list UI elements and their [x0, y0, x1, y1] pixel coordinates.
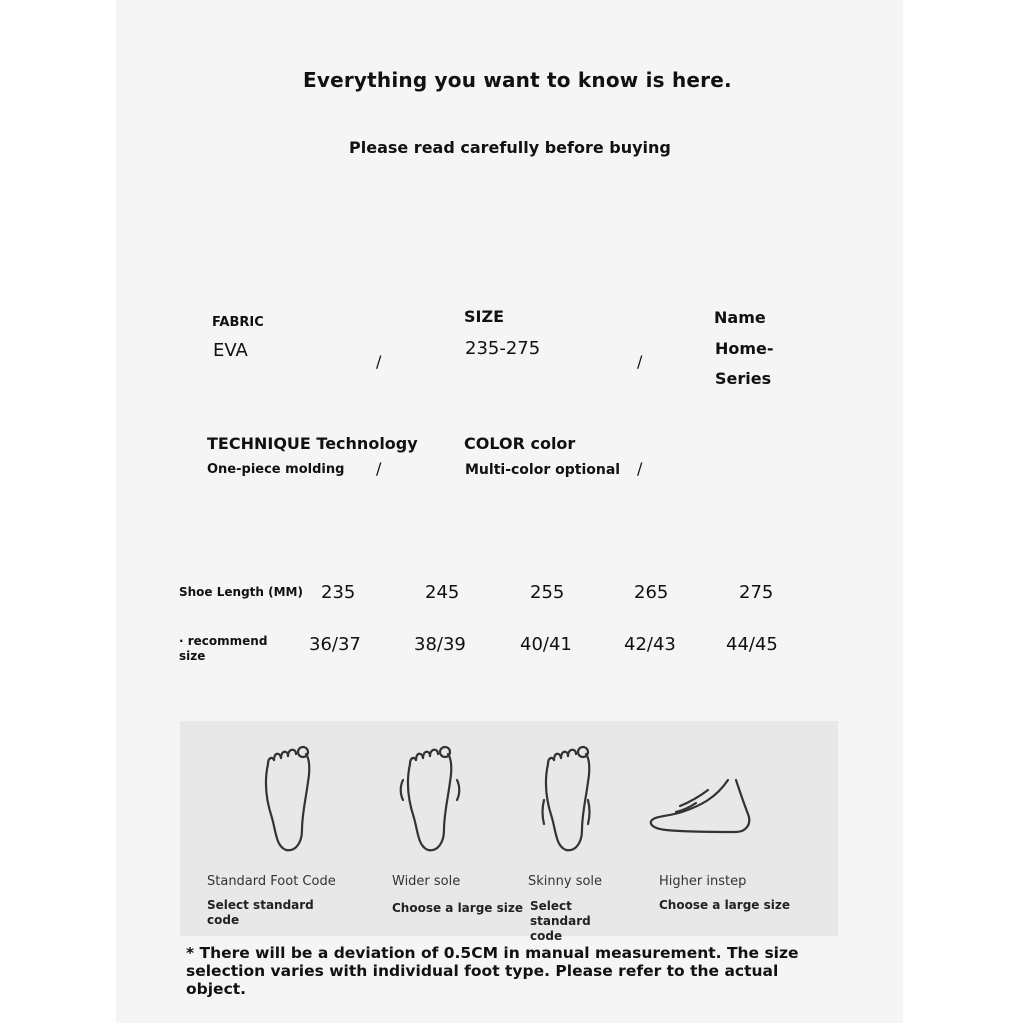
- separator-slash: /: [376, 459, 382, 478]
- high-instep-foot-icon: [646, 772, 754, 836]
- foot-type-title: Skinny sole: [528, 874, 603, 889]
- wide-foot-icon: [396, 742, 464, 854]
- fabric-value: EVA: [213, 340, 248, 361]
- skinny-foot-icon: [536, 742, 596, 854]
- size-cell: 44/45: [726, 634, 778, 655]
- length-cell: 275: [739, 582, 774, 603]
- foot-type-title: Standard Foot Code: [207, 874, 336, 889]
- measurement-note: * There will be a deviation of 0.5CM in manual measurement. The size selection varies with individual foot type. Please refer to the actual object.: [186, 944, 799, 998]
- length-cell: 235: [321, 582, 356, 603]
- foot-type-desc: Choose a large size: [659, 898, 790, 912]
- technique-label: TECHNIQUE Technology: [207, 434, 418, 453]
- separator-slash: /: [637, 459, 643, 478]
- color-value: Multi-color optional: [465, 462, 621, 478]
- separator-slash: /: [376, 352, 382, 371]
- size-cell: 40/41: [520, 634, 572, 655]
- foot-type-title: Higher instep: [659, 874, 747, 889]
- recommend-size-label: · recommend size: [179, 634, 268, 663]
- page-subtitle: Please read carefully before buying: [349, 138, 671, 157]
- length-cell: 265: [634, 582, 669, 603]
- size-cell: 42/43: [624, 634, 676, 655]
- size-cell: 38/39: [414, 634, 466, 655]
- foot-type-desc: Select standard code: [207, 898, 314, 927]
- page-title: Everything you want to know is here.: [303, 68, 732, 92]
- standard-foot-icon: [258, 742, 318, 854]
- foot-type-desc: Select standard code: [530, 899, 591, 943]
- size-cell: 36/37: [309, 634, 361, 655]
- foot-type-title: Wider sole: [392, 874, 461, 889]
- size-label: SIZE: [464, 307, 505, 326]
- separator-slash: /: [637, 352, 643, 371]
- technique-value: One-piece molding: [207, 462, 345, 477]
- length-cell: 255: [530, 582, 565, 603]
- color-label: COLOR color: [464, 434, 576, 453]
- name-value-line1: Home-: [715, 339, 774, 358]
- name-label: Name: [714, 308, 766, 327]
- foot-type-desc: Choose a large size: [392, 901, 523, 915]
- fabric-label: FABRIC: [212, 315, 264, 330]
- shoe-length-label: Shoe Length (MM): [179, 585, 303, 599]
- length-cell: 245: [425, 582, 460, 603]
- size-range-value: 235-275: [465, 338, 541, 359]
- name-value-line2: Series: [715, 369, 772, 388]
